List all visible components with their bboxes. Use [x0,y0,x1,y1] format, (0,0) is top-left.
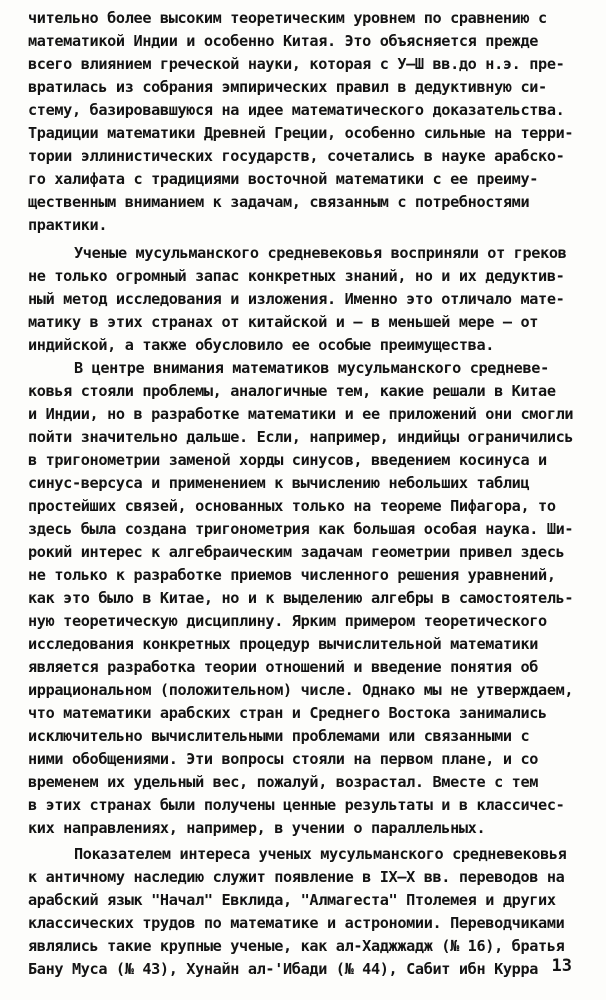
text-line: как это было в Китае, но и к выделению алгебры в самостоятель- [28,589,574,607]
text-line: матику в этих странах от китайской и – в меньшей мере – от [28,313,539,331]
text-line: временем их удельный вес, пожалуй, возрастал. Вместе с тем [28,773,539,791]
text-line: всего влиянием греческой науки, которая с У–Ш вв.до н.э. пре- [28,55,565,73]
text-line: является разработка теории отношений и введение понятия об [28,658,539,676]
text-line: индийской, а также обусловило ее особые преимущества. [28,336,495,354]
text-line: иррациональном (положительном) числе. Однако мы не утверждаем, [28,681,574,699]
text-line: В центре внимания математиков мусульманского средневе- [74,359,549,377]
text-line: арабский язык "Начал" Евклида, "Алмагеста" Птолемея и других [28,891,556,909]
text-line: исследования конкретных процедур вычислительной математики [28,635,539,653]
text-line: тории эллинистических государств, сочетались в науке арабско- [28,147,565,165]
text-line: чительно более высоким теоретическим уровнем по сравнению с [28,9,547,27]
text-line: ную теоретическую дисциплину. Ярким примером теоретического [28,612,547,630]
text-line: в этих странах были получены ценные результаты и в классичес- [28,796,565,814]
text-line: классических трудов по математике и астрономии. Переводчиками [28,914,565,932]
text-line: не только к разработке приемов численного решения уравнений, [28,566,556,584]
text-line: синус-версуса и применением к вычислению небольших таблиц [28,474,530,492]
text-line: Традиции математики Древней Греции, особенно сильные на терри- [28,124,574,142]
text-line: к античному наследию служит появление в IX–X вв. переводов на [28,868,565,886]
text-line: и Индии, но в разработке математики и ее приложений они смогли [28,405,574,423]
text-line: ный метод исследования и изложения. Именно это отличало мате- [28,290,565,308]
text-line: щественным вниманием к задачам, связанным с потребностями [28,193,530,211]
text-line: в тригонометрии заменой хорды синусов, введением косинуса и [28,451,547,469]
text-line: исключительно вычислительными проблемами или связанными с [28,727,530,745]
page-number: 13 [551,956,572,976]
text-line: ковья стояли проблемы, аналогичные тем, какие решали в Китае [28,382,556,400]
text-line: Ученые мусульманского средневековья восприняли от греков [74,244,567,262]
text-line: здесь была создана тригонометрия как большая особая наука. Ши- [28,520,574,538]
text-line: Показателем интереса ученых мусульманского средневековья [74,845,567,863]
text-line: практики. [28,216,108,234]
text-line: стему, базировавшуюся на идее математического доказательства. [28,101,565,119]
text-line: рокий интерес к алгебраическим задачам геометрии привел здесь [28,543,565,561]
text-line: пойти значительно дальше. Если, например, индийцы ограничились [28,428,574,446]
text-line: не только огромный запас конкретных знаний, но и их дедуктив- [28,267,565,285]
text-line: ними обобщениями. Эти вопросы стояли на первом плане, и со [28,750,539,768]
text-line: математикой Индии и особенно Китая. Это объясняется прежде [28,32,539,50]
text-line: го халифата с традициями восточной математики с ее преиму- [28,170,539,188]
text-line: являлись такие крупные ученые, как ал-Хаджжадж (№ 16), братья [28,937,565,955]
text-line: вратилась из собрания эмпирических правил в дедуктивную си- [28,78,547,96]
text-line: Бану Муса (№ 43), Хунайн ал-'Ибади (№ 44), Сабит ибн Курра [28,960,539,978]
text-line: что математики арабских стран и Среднего Востока занимались [28,704,547,722]
text-line: простейших связей, основанных только на теореме Пифагора, то [28,497,556,515]
text-line: ких направлениях, например, в учении о параллельных. [28,819,486,837]
